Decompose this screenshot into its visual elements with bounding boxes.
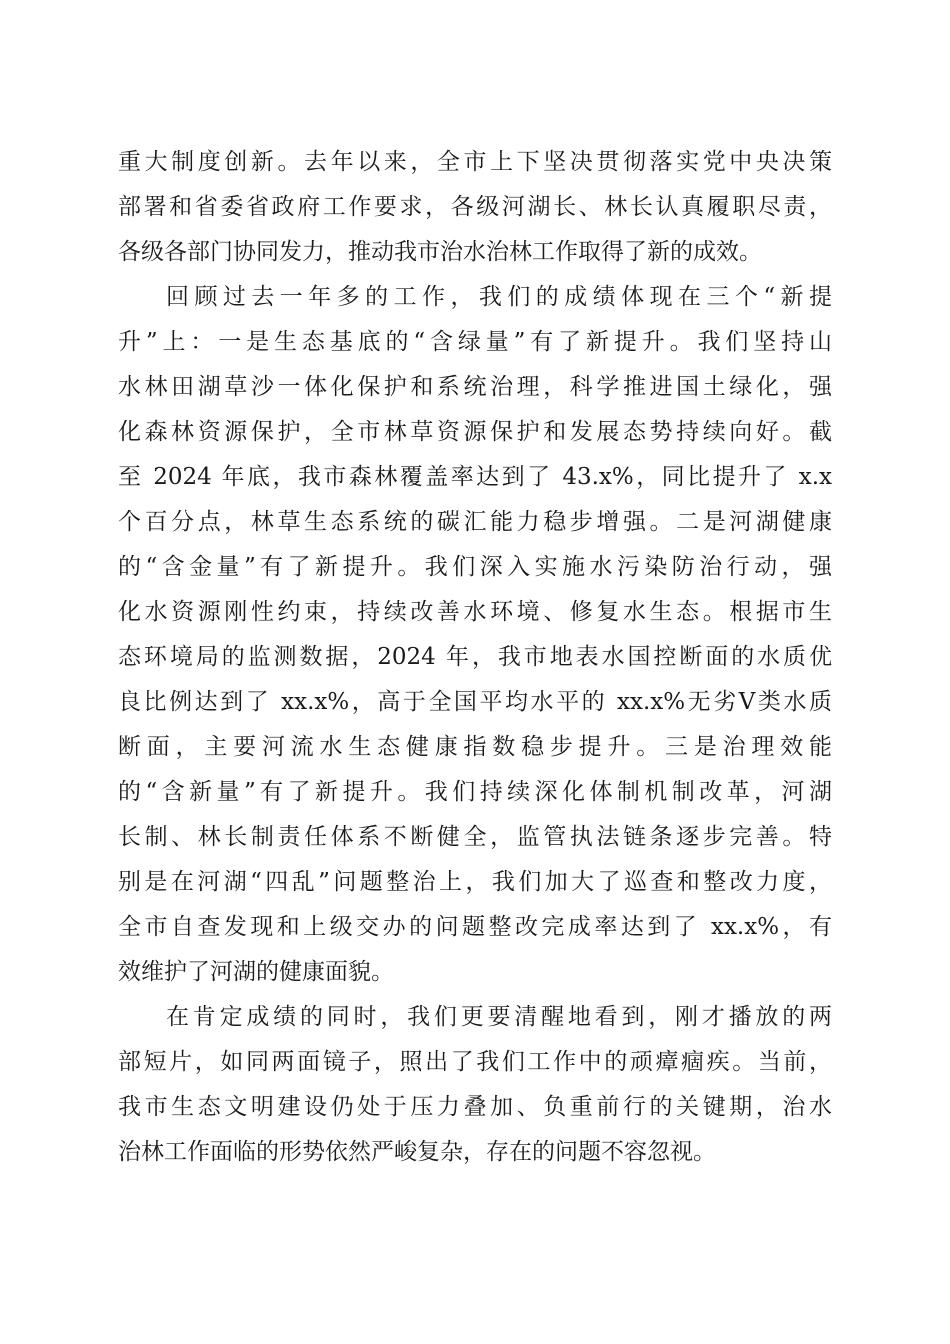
text-line: 断面，主要河流水生态健康指数稳步提升。三是治理效能 bbox=[118, 734, 832, 760]
text-line: 各级各部门协同发力，推动我市治水治林工作取得了新的成效。 bbox=[118, 239, 762, 265]
text-line: 态环境局的监测数据，2024 年，我市地表水国控断面的水质优 bbox=[118, 644, 832, 670]
text-line: 别是在河湖“四乱”问题整治上，我们加大了巡查和整改力度， bbox=[118, 869, 832, 895]
text-line: 的“含金量”有了新提升。我们深入实施水污染防治行动，强 bbox=[118, 554, 832, 580]
text-line: 至 2024 年底，我市森林覆盖率达到了 43.x%，同比提升了 x.x bbox=[118, 464, 832, 490]
text-line: 重大制度创新。去年以来，全市上下坚决贯彻落实党中央决策 bbox=[118, 149, 832, 175]
text-line: 效维护了河湖的健康面貌。 bbox=[118, 959, 394, 985]
text-line: 部署和省委省政府工作要求，各级河湖长、林长认真履职尽责， bbox=[118, 194, 832, 220]
text-line: 在肯定成绩的同时，我们更要清醒地看到，刚才播放的两 bbox=[166, 1004, 832, 1030]
text-line: 全市自查发现和上级交办的问题整改完成率达到了 xx.x%，有 bbox=[118, 914, 832, 940]
text-line: 良比例达到了 xx.x%，高于全国平均水平的 xx.x%无劣Ⅴ类水质 bbox=[118, 689, 832, 715]
text-line: 化森林资源保护，全市林草资源保护和发展态势持续向好。截 bbox=[118, 419, 832, 445]
text-line: 长制、林长制责任体系不断健全，监管执法链条逐步完善。特 bbox=[118, 824, 832, 850]
text-line: 回顾过去一年多的工作，我们的成绩体现在三个“新提 bbox=[166, 284, 832, 310]
paragraph bbox=[118, 275, 832, 995]
text-line: 升”上：一是生态基底的“含绿量”有了新提升。我们坚持山 bbox=[118, 329, 832, 355]
paragraph bbox=[118, 140, 832, 275]
document-body bbox=[118, 140, 832, 1175]
text-line: 治林工作面临的形势依然严峻复杂，存在的问题不容忽视。 bbox=[118, 1139, 716, 1165]
text-line: 我市生态文明建设仍处于压力叠加、负重前行的关键期，治水 bbox=[118, 1094, 832, 1120]
text-line: 化水资源刚性约束，持续改善水环境、修复水生态。根据市生 bbox=[118, 599, 832, 625]
text-line: 水林田湖草沙一体化保护和系统治理，科学推进国土绿化，强 bbox=[118, 374, 832, 400]
paragraph bbox=[118, 995, 832, 1175]
text-line: 部短片，如同两面镜子，照出了我们工作中的顽瘴痼疾。当前， bbox=[118, 1049, 832, 1075]
text-line: 个百分点，林草生态系统的碳汇能力稳步增强。二是河湖健康 bbox=[118, 509, 832, 535]
text-line: 的“含新量”有了新提升。我们持续深化体制机制改革，河湖 bbox=[118, 779, 832, 805]
